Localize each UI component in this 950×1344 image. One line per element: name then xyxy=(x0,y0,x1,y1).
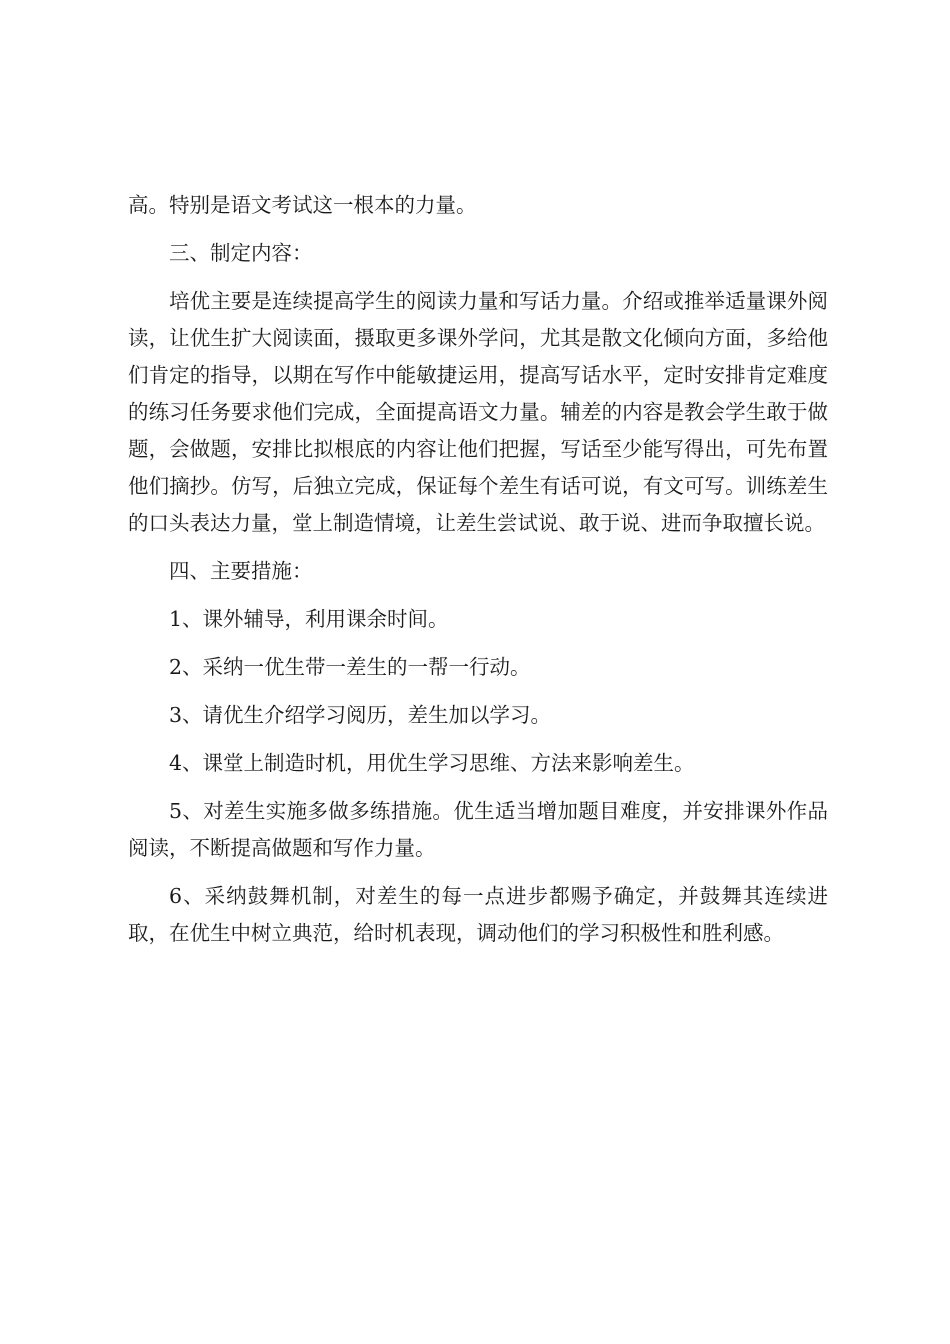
paragraph-continuation: 高。特别是语文考试这一根本的力量。 xyxy=(128,193,477,217)
section-heading-content: 三、制定内容： xyxy=(169,241,313,265)
measure-item-2: 2、采纳一优生带一差生的一帮一行动。 xyxy=(169,655,531,679)
document-body xyxy=(128,187,828,963)
measure-item-4: 4、课堂上制造时机，用优生学习思维、方法来影响差生。 xyxy=(169,751,695,775)
section-heading-measures: 四、主要措施： xyxy=(169,559,313,583)
measure-item-1: 1、课外辅导，利用课余时间。 xyxy=(169,607,449,631)
measure-item-6: 6、采纳鼓舞机制，对差生的每一点进步都赐予确定，并鼓舞其连续进取，在优生中树立典范，给时机表现，调动他们的学习积极性和胜利感。 xyxy=(128,884,828,945)
paragraph-content-body: 培优主要是连续提高学生的阅读力量和写话力量。介绍或推举适量课外阅读，让优生扩大阅读面，摄取更多课外学问，尤其是散文化倾向方面，多给他们肯定的指导，以期在写作中能敏捷运用，提高写话水平，定时安排肯定难度的练习任务要求他们完成，全面提高语文力量。辅差的内容是教会学生敢于做题，会做题，安排比拟根底的内容让他们把握，写话至少能写得出，可先布置他们摘抄。仿写，后独立完成，保证每个差生有话可说，有文可写。训练差生的口头表达力量，堂上制造情境，让差生尝试说、敢于说、进而争取擅长说。 xyxy=(128,289,828,535)
measure-item-3: 3、请优生介绍学习阅历，差生加以学习。 xyxy=(169,703,552,727)
measure-item-5: 5、对差生实施多做多练措施。优生适当增加题目难度，并安排课外作品阅读，不断提高做题和写作力量。 xyxy=(128,799,828,860)
